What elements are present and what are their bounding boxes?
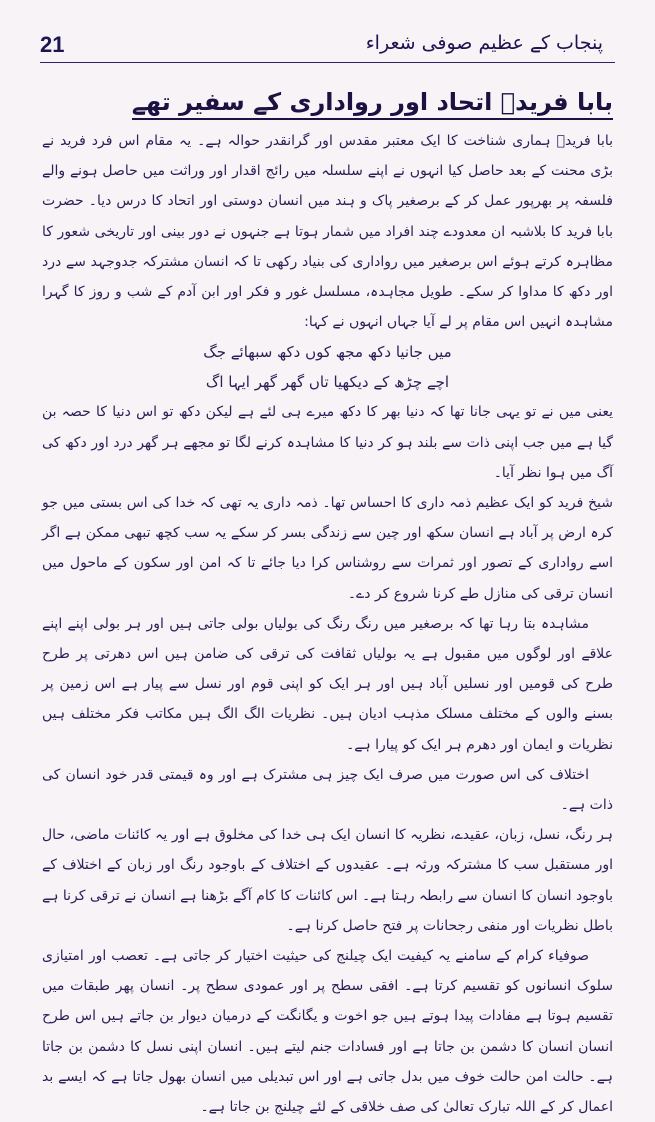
- paragraph: شیخ فرید کو ایک عظیم ذمہ داری کا احساس تھا۔ ذمہ داری یہ تھی کہ خدا کی اس بستی میں جو کرہ ارض پر آباد ہے انسان سکھ اور چین سے زندگی بسر کر سکے یہ سب کچھ تبھی ممکن ہے اگر اسے رواداری کے تصور اور ثمرات سے روشناس کرا دیا جائے تا کہ امن اور سکون کے ماحول میں انسان ترقی کی منازل طے کرنا شروع کر دے۔: [42, 495, 613, 602]
- paragraph: یعنی میں نے تو یہی جانا تھا کہ دنیا بھر کا دکھ میرے ہی لئے ہے لیکن دکھ تو اس دنیا کا حصہ بن گیا ہے میں جب اپنی ذات سے بلند ہو کر دنیا کا مشاہدہ کرنے لگا تو مجھے ہر گھر درد اور دکھ کی آگ میں ہوا نظر آیا۔: [42, 404, 613, 481]
- running-title: پنجاب کے عظیم صوفی شعراء: [365, 32, 603, 54]
- chapter-title: بابا فریدؒ اتحاد اور رواداری کے سفیر تھے: [132, 88, 613, 120]
- paragraph: ہر رنگ، نسل، زبان، عقیدے، نظریہ کا انسان ایک ہی خدا کی مخلوق ہے اور یہ کائنات ماضی، حال اور مستقبل سب کا مشترکہ ورثہ ہے۔ عقیدوں کے اختلاف کے باوجود رنگ اور زبان کے اختلاف کے باوجود انسان کا انسان سے رابطہ رہتا ہے۔ اس کائنات کا کام آگے بڑھنا ہے انسان نے ترقی کرنا ہے باطل نظریات اور منفی رجحانات پر فتح حاصل کرنا ہے۔: [42, 827, 613, 934]
- page-number: 21: [40, 32, 65, 57]
- paragraph: مشاہدہ بتا رہا تھا کہ برصغیر میں رنگ رنگ کی بولیاں بولی جاتی ہیں اور ہر بولی اپنے اپنے علاقے اور لوگوں میں مقبول ہے یہ بولیاں ثقافت کی ترقی کی ضامن ہیں اس دھرتی پر طرح طرح کی قومیں اور نسلیں آباد ہیں اور ہر ایک کو اپنی قوم اور نسل سے پیار ہے اس زمین پر بسنے والوں کے مختلف مسلک مذہب ادیان ہیں۔ نظریات الگ الگ ہیں مکاتب فکر مختلف ہیں نظریات و ایمان اور دھرم ہر ایک کو پیارا ہے۔: [42, 615, 613, 753]
- paragraph: اختلاف کی اس صورت میں صرف ایک چیز ہی مشترک ہے اور وہ قیمتی قدر خود انسان کی ذات ہے۔: [42, 766, 613, 814]
- verse-line: میں جانیا دکھ مجھ کوں دکھ سبھائے جگ: [203, 343, 452, 362]
- paragraph: بابا فریدؒ ہماری شناخت کا ایک معتبر مقدس اور گرانقدر حوالہ ہے۔ یہ مقام اس فرد فرید نے بڑی محنت کے بعد حاصل کیا انہوں نے اپنے سلسلہ میں رائج اقدار اور وراثت میں حاصل ہونے والے فلسفہ پر بھرپور عمل کر کے برصغیر پاک و ہند میں انسان دوستی اور اتحاد کا درس دیا۔ حضرت بابا فرید کا بلاشبہ ان معدودے چند افراد میں شمار ہوتا ہے جنہوں نے دور بینی اور تاریخی شعور کا مظاہرہ کرتے ہوئے اس برصغیر میں رواداری کی بنیاد رکھی تا کہ انسان مشترکہ جدوجہد سے درد اور دکھ کا مداوا کر سکے۔ طویل مجاہدہ، مسلسل غور و فکر اور ابن آدم کے شب و روز کا گہرا مشاہدہ انہیں اس مقام پر لے آیا جہاں انہوں نے کہا:: [42, 133, 613, 331]
- paragraph: صوفیاء کرام کے سامنے یہ کیفیت ایک چیلنج کی حیثیت اختیار کر جاتی ہے۔ تعصب اور امتیازی سلوک انسانوں کو تقسیم کرتا ہے۔ افقی سطح پر اور عمودی سطح پر۔ انسان پھر طبقات میں تقسیم ہوتا ہے مفادات پیدا ہوتے ہیں جو اخوت و یگانگت کے درمیان دیوار بن جاتے ہیں اس طرح انسان انسان کا دشمن بن جاتا ہے اور فسادات جنم لیتے ہیں۔ انسان اپنی نسل کا دشمن بن جاتا ہے۔ حالت امن حالت خوف میں بدل جاتی ہے اور اس تبدیلی میں انسان بھول جاتا ہے کہ ایسے بد اعمال کر کے اللہ تبارک تعالیٰ کی صف خلاقی کے لئے چیلنج بن جاتا ہے۔: [42, 948, 613, 1116]
- body-text: [42, 126, 613, 1116]
- verse-line: اچے چڑھ کے دیکھیا تاں گھر گھر ایہا اگ: [205, 373, 450, 392]
- page-header: [40, 14, 615, 64]
- header-rule: [40, 62, 615, 63]
